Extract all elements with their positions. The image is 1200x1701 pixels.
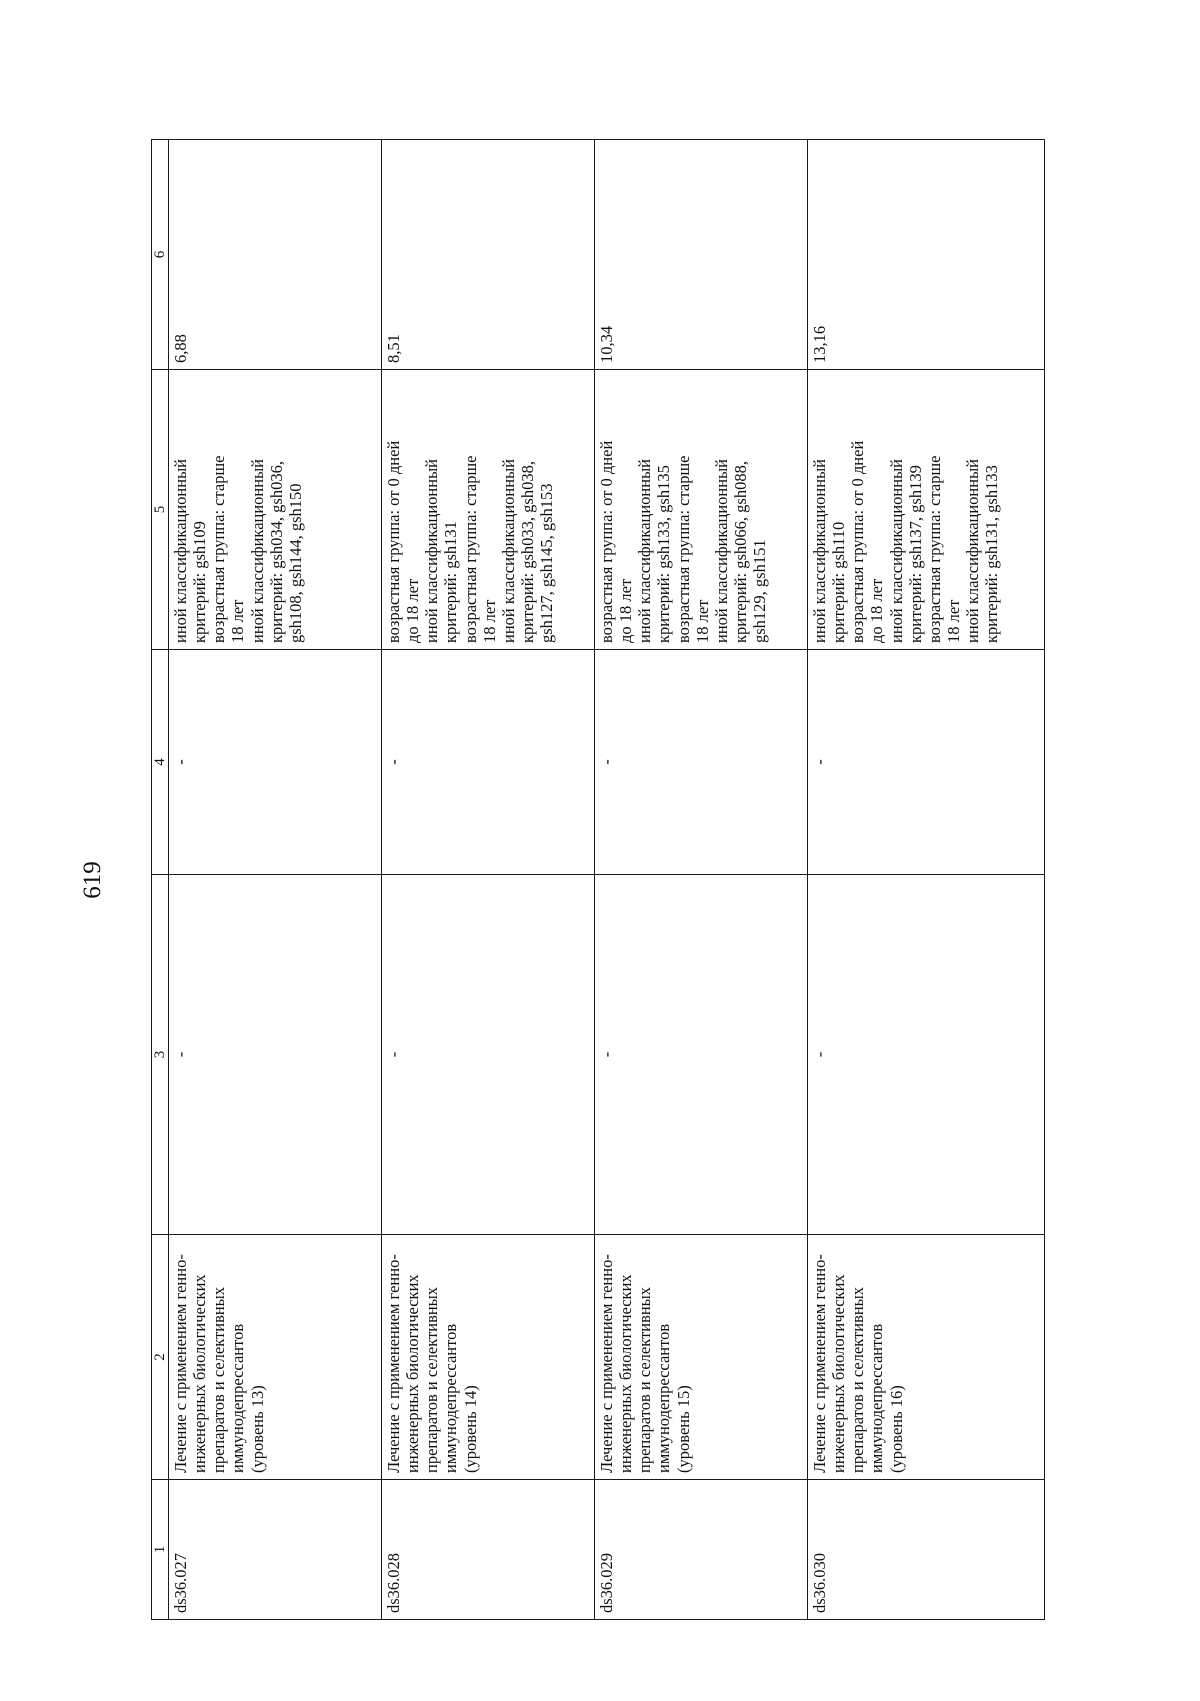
group-name-line: (уровень 16) bbox=[886, 1385, 906, 1473]
criteria-line: иной классификационный bbox=[247, 458, 267, 643]
col4-cell bbox=[169, 650, 382, 875]
group-name-line: (уровень 15) bbox=[673, 1385, 693, 1473]
group-name-line: Лечение с применением генно- bbox=[597, 1254, 616, 1473]
criteria-cell bbox=[169, 370, 382, 650]
group-code: ds36.030 bbox=[810, 1552, 829, 1613]
group-name-line: инженерных биологических bbox=[829, 1274, 849, 1473]
criteria-line: иной классификационный bbox=[963, 458, 982, 643]
page-number: 619 bbox=[79, 861, 106, 899]
name-cell bbox=[808, 1235, 1045, 1480]
criteria-line: возрастная группа: старше bbox=[209, 455, 229, 643]
criteria-line: иной классификационный bbox=[810, 458, 829, 643]
coefficient-cell bbox=[382, 140, 595, 370]
name-cell bbox=[595, 1235, 808, 1480]
group-code: ds36.027 bbox=[171, 1552, 190, 1613]
criteria-line: gsh127, gsh145, gsh153 bbox=[537, 483, 556, 643]
criteria-line: 18 лет bbox=[943, 599, 963, 643]
col4-value: - bbox=[384, 759, 403, 765]
group-name-line: иммунодепрессантов bbox=[867, 1323, 887, 1473]
criteria-line: до 18 лет bbox=[403, 578, 423, 643]
criteria-line: критерий: gsh137, gsh139 bbox=[905, 465, 925, 643]
group-name-line: иммунодепрессантов bbox=[228, 1323, 248, 1473]
criteria-line: иной классификационный bbox=[171, 458, 190, 643]
header-cell-4: 4 bbox=[152, 650, 169, 875]
table-body bbox=[152, 140, 1045, 1620]
header-cell-5: 5 bbox=[152, 370, 169, 650]
criteria-cell bbox=[595, 370, 808, 650]
criteria-line: иной классификационный bbox=[886, 458, 906, 643]
coefficient-value: 13,16 bbox=[810, 325, 829, 363]
criteria-line: 18 лет bbox=[228, 599, 248, 643]
col4-cell bbox=[808, 650, 1045, 875]
tariff-table bbox=[151, 139, 1045, 1620]
col3-value: - bbox=[384, 1051, 403, 1058]
code-cell bbox=[382, 1480, 595, 1620]
criteria-line: иной классификационный bbox=[498, 458, 518, 643]
table-row bbox=[808, 140, 1045, 1620]
group-name-line: препаратов и селективных bbox=[422, 1286, 442, 1473]
coefficient-value: 6,88 bbox=[171, 334, 190, 363]
criteria-line: до 18 лет bbox=[867, 578, 887, 643]
criteria-line: возрастная группа: от 0 дней bbox=[597, 440, 616, 643]
criteria-cell bbox=[382, 370, 595, 650]
criteria-line: gsh108, gsh144, gsh150 bbox=[285, 483, 305, 643]
criteria-line: критерий: gsh133, gsh135 bbox=[654, 465, 674, 643]
criteria-line: критерий: gsh110 bbox=[829, 521, 849, 643]
group-code: ds36.029 bbox=[597, 1552, 616, 1613]
criteria-cell bbox=[808, 370, 1045, 650]
coefficient-value: 8,51 bbox=[384, 334, 403, 363]
col3-cell bbox=[382, 875, 595, 1235]
criteria-line: критерий: gsh131 bbox=[441, 521, 461, 643]
col4-value: - bbox=[171, 759, 190, 765]
group-name-line: инженерных биологических bbox=[616, 1274, 636, 1473]
col4-cell bbox=[382, 650, 595, 875]
table-row bbox=[169, 140, 382, 1620]
criteria-line: критерий: gsh109 bbox=[190, 521, 210, 643]
coefficient-cell bbox=[169, 140, 382, 370]
criteria-line: gsh129, gsh151 bbox=[750, 539, 769, 643]
criteria-line: возрастная группа: старше bbox=[924, 455, 944, 643]
criteria-line: возрастная группа: от 0 дней bbox=[384, 440, 403, 643]
col3-value: - bbox=[597, 1051, 616, 1058]
col4-cell bbox=[595, 650, 808, 875]
criteria-line: иной классификационный bbox=[635, 458, 655, 643]
group-code: ds36.028 bbox=[384, 1552, 403, 1613]
coefficient-value: 10,34 bbox=[597, 325, 616, 363]
group-name-line: препаратов и селективных bbox=[848, 1286, 868, 1473]
criteria-line: возрастная группа: старше bbox=[673, 455, 693, 643]
criteria-line: критерий: gsh034, gsh036, bbox=[266, 461, 286, 643]
coefficient-cell bbox=[808, 140, 1045, 370]
criteria-line: 18 лет bbox=[692, 599, 712, 643]
criteria-line: возрастная группа: от 0 дней bbox=[848, 440, 868, 643]
name-cell bbox=[169, 1235, 382, 1480]
group-name-line: Лечение с применением генно- bbox=[384, 1254, 403, 1473]
group-name-line: инженерных биологических bbox=[190, 1274, 210, 1473]
col3-value: - bbox=[171, 1051, 190, 1058]
criteria-line: критерий: gsh033, gsh038, bbox=[517, 461, 537, 643]
code-cell bbox=[595, 1480, 808, 1620]
group-name-line: препаратов и селективных bbox=[635, 1286, 655, 1473]
group-name-line: Лечение с применением генно- bbox=[171, 1254, 190, 1473]
rotated-page-content bbox=[68, 140, 1068, 1620]
criteria-line: возрастная группа: старше bbox=[460, 455, 480, 643]
coefficient-cell bbox=[595, 140, 808, 370]
criteria-line: 18 лет bbox=[479, 599, 499, 643]
table-row bbox=[595, 140, 808, 1620]
col3-cell bbox=[595, 875, 808, 1235]
group-name-line: иммунодепрессантов bbox=[441, 1323, 461, 1473]
code-cell bbox=[808, 1480, 1045, 1620]
col3-cell bbox=[169, 875, 382, 1235]
criteria-line: иной классификационный bbox=[711, 458, 731, 643]
header-cell-3: 3 bbox=[152, 875, 169, 1235]
code-cell bbox=[169, 1480, 382, 1620]
criteria-line: критерий: gsh131, gsh133 bbox=[982, 465, 1002, 643]
criteria-line: до 18 лет bbox=[616, 578, 636, 643]
col3-value: - bbox=[810, 1051, 829, 1058]
table-row bbox=[382, 140, 595, 1620]
group-name-line: препаратов и селективных bbox=[209, 1286, 229, 1473]
col3-cell bbox=[808, 875, 1045, 1235]
header-cell-6: 6 bbox=[152, 140, 169, 370]
col4-value: - bbox=[597, 759, 616, 765]
group-name-line: Лечение с применением генно- bbox=[810, 1254, 829, 1473]
group-name-line: иммунодепрессантов bbox=[654, 1323, 674, 1473]
group-name-line: (уровень 13) bbox=[247, 1385, 267, 1473]
criteria-line: критерий: gsh066, gsh088, bbox=[730, 461, 750, 643]
criteria-line: иной классификационный bbox=[422, 458, 442, 643]
table-header-row bbox=[152, 140, 169, 1620]
name-cell bbox=[382, 1235, 595, 1480]
header-cell-2: 2 bbox=[152, 1235, 169, 1480]
group-name-line: (уровень 14) bbox=[460, 1385, 480, 1473]
header-cell-1: 1 bbox=[152, 1480, 169, 1620]
col4-value: - bbox=[810, 759, 829, 765]
group-name-line: инженерных биологических bbox=[403, 1274, 423, 1473]
